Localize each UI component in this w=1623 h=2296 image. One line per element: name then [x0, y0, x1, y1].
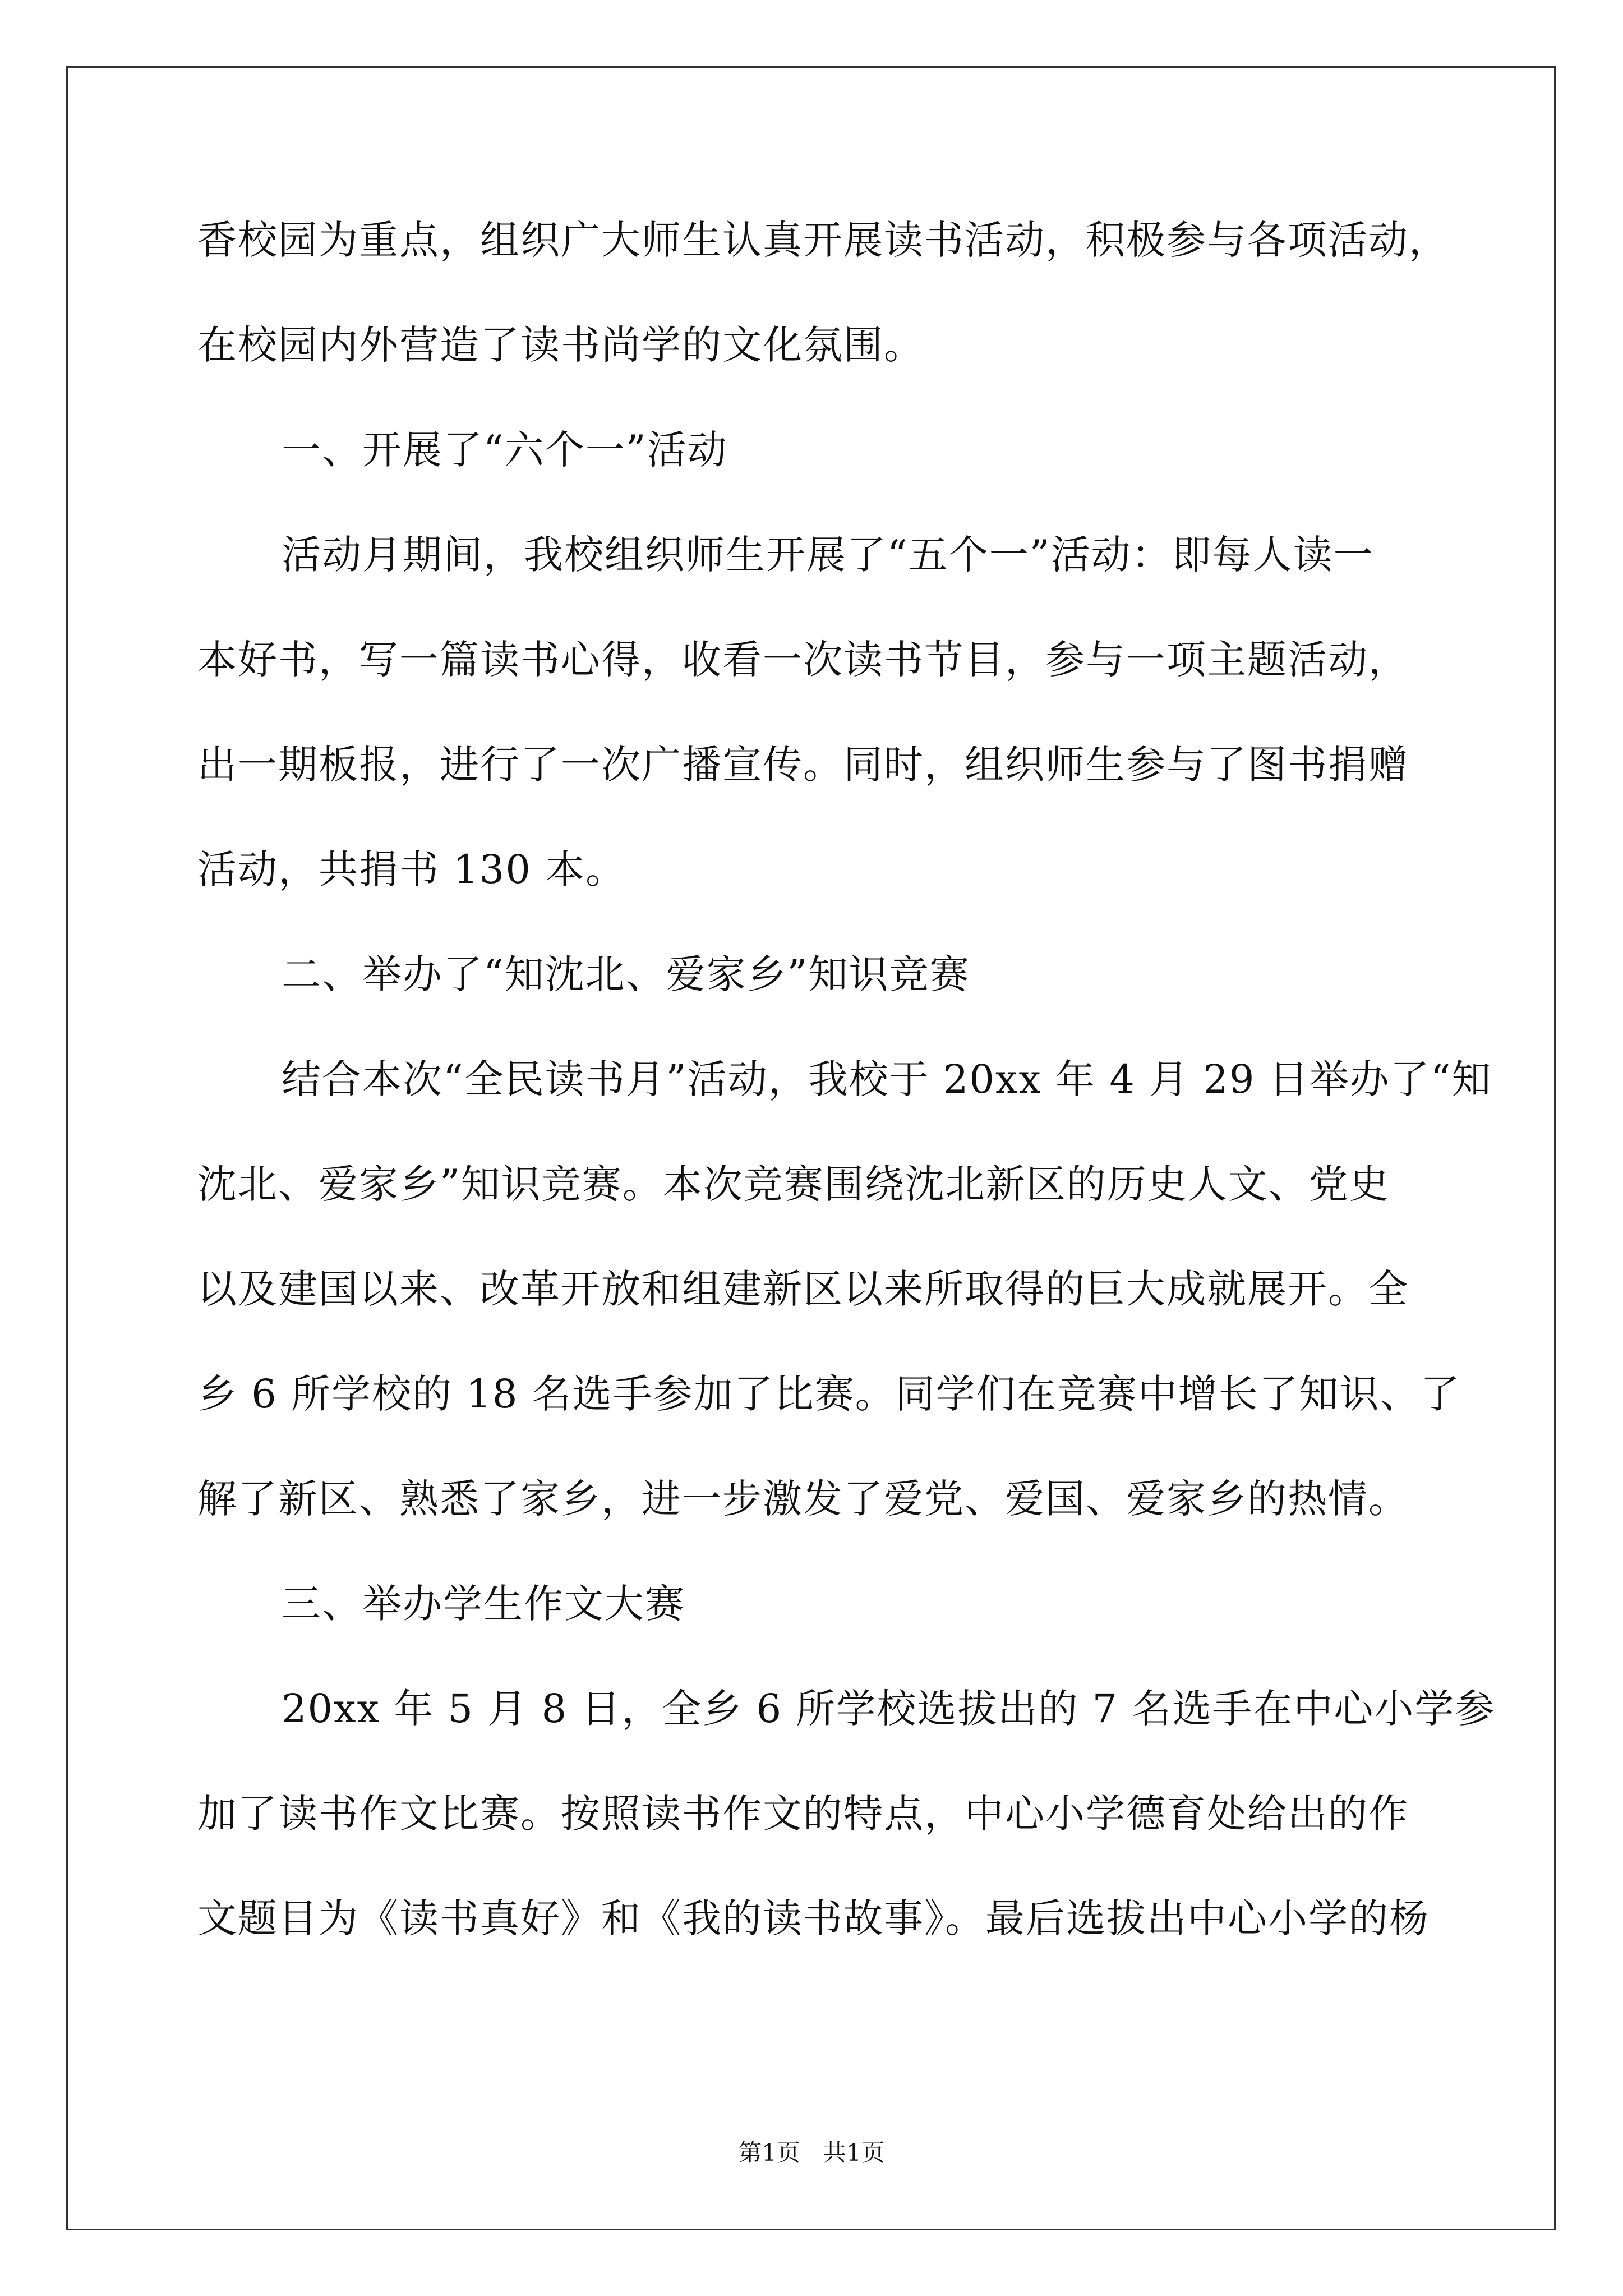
page-number-footer: 第1页 共1页	[738, 2139, 885, 2166]
paragraph-line: 乡 6 所学校的 18 名选手参加了比赛。同学们在竞赛中增长了知识、了	[197, 1371, 1461, 1417]
paragraph-line: 香校园为重点，组织广大师生认真开展读书活动，积极参与各项活动，	[197, 217, 1449, 263]
paragraph-line: 解了新区、熟悉了家乡，进一步激发了爱党、爱国、爱家乡的热情。	[197, 1476, 1409, 1522]
paragraph-line: 在校园内外营造了读书尚学的文化氛围。	[197, 322, 924, 368]
paragraph-line: 沈北、爱家乡”知识竞赛。本次竞赛围绕沈北新区的历史人文、党史	[197, 1161, 1390, 1207]
section-heading-2: 二、举办了“知沈北、爱家乡”知识竞赛	[282, 951, 970, 997]
paragraph-line: 活动月期间，我校组织师生开展了“五个一”活动：即每人读一	[282, 532, 1374, 578]
paragraph-line: 加了读书作文比赛。按照读书作文的特点，中心小学德育处给出的作	[197, 1791, 1409, 1837]
paragraph-line: 结合本次“全民读书月”活动，我校于 20xx 年 4 月 29 日举办了“知	[282, 1056, 1492, 1102]
paragraph-line: 20xx 年 5 月 8 日，全乡 6 所学校选拔出的 7 名选手在中心小学参	[282, 1686, 1496, 1732]
section-heading-1: 一、开展了“六个一”活动	[282, 427, 728, 473]
section-heading-3: 三、举办学生作文大赛	[282, 1581, 685, 1627]
paragraph-line: 活动，共捐书 130 本。	[197, 846, 626, 892]
paragraph-line: 文题目为《读书真好》和《我的读书故事》。最后选拔出中心小学的杨	[197, 1895, 1430, 1941]
paragraph-line: 出一期板报，进行了一次广播宣传。同时，组织师生参与了图书捐赠	[197, 742, 1409, 788]
paragraph-line: 本好书，写一篇读书心得，收看一次读书节目，参与一项主题活动，	[197, 637, 1409, 683]
paragraph-line: 以及建国以来、改革开放和组建新区以来所取得的巨大成就展开。全	[197, 1266, 1409, 1312]
